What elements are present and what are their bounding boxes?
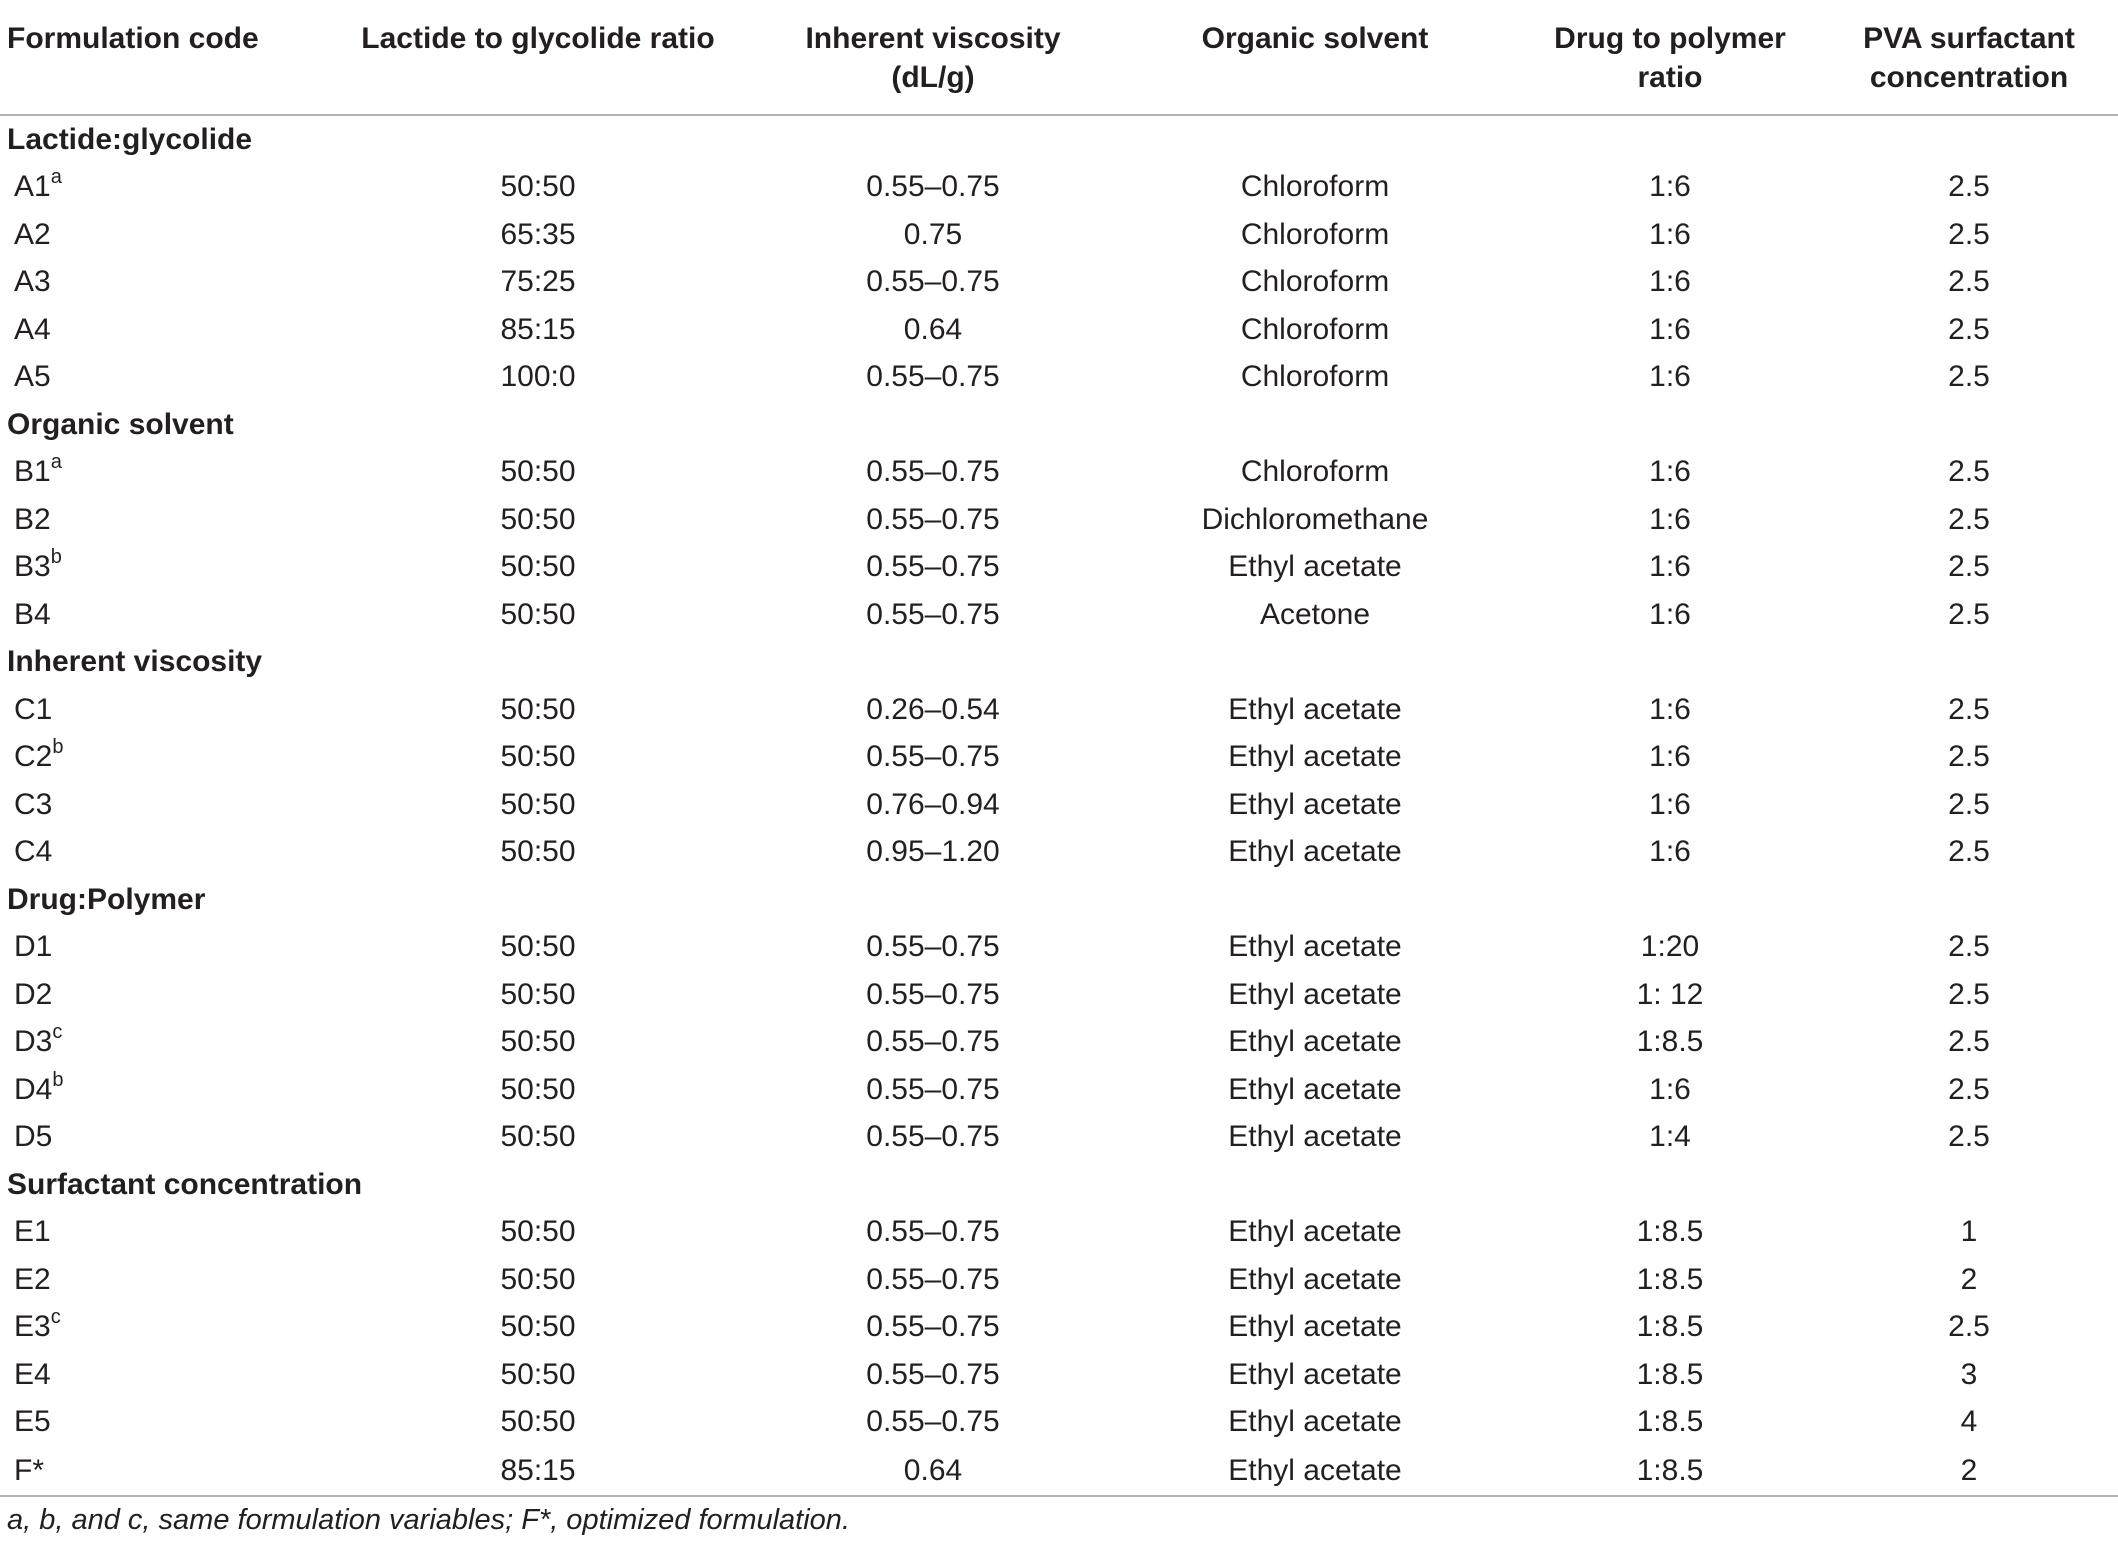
formulation-code-text: E5 <box>14 1405 51 1439</box>
cell-organic-solvent: Chloroform <box>1240 455 1390 489</box>
formulation-code-text: C3 <box>14 787 53 821</box>
cell-lactide-glycolide-ratio: 50:50 <box>500 1025 576 1059</box>
table-row <box>0 924 2118 972</box>
cell-formulation-code <box>0 544 320 592</box>
section-header-row <box>0 876 2118 924</box>
cell-formulation-code <box>0 829 320 877</box>
table-row <box>0 164 2118 212</box>
cell-organic-solvent: Chloroform <box>1240 217 1390 251</box>
cell-drug-polymer-ratio: 1:6 <box>1649 455 1691 489</box>
cell-lactide-glycolide-ratio: 50:50 <box>500 740 576 774</box>
formulation-code-text: D2 <box>14 977 53 1011</box>
header-formulation-code: Formulation code <box>0 0 320 115</box>
cell-drug-polymer-ratio: 1:6 <box>1649 597 1691 631</box>
cell-pva-concentration: 2.5 <box>1948 787 1990 821</box>
header-drug-polymer-ratio: Drug to polymer ratio <box>1520 0 1820 115</box>
cell-organic-solvent: Ethyl acetate <box>1228 977 1402 1011</box>
cell-drug-polymer-ratio: 1:6 <box>1649 692 1691 726</box>
table-row <box>0 544 2118 592</box>
formulation-code-text: B2 <box>14 502 51 536</box>
cell-pva-concentration: 2.5 <box>1948 692 1990 726</box>
cell-organic-solvent: Ethyl acetate <box>1228 550 1402 584</box>
cell-pva-concentration: 3 <box>1960 1357 1978 1391</box>
table-row <box>0 734 2118 782</box>
header-lactide-glycolide-ratio: Lactide to glycolide ratio <box>320 0 756 115</box>
cell-pva-concentration: 2.5 <box>1948 170 1990 204</box>
cell-lactide-glycolide-ratio: 50:50 <box>500 1072 576 1106</box>
table-row <box>0 354 2118 402</box>
cell-formulation-code <box>0 449 320 497</box>
cell-inherent-viscosity: 0.55–0.75 <box>866 360 1000 394</box>
cell-pva-concentration: 2.5 <box>1948 265 1990 299</box>
cell-drug-polymer-ratio: 1:20 <box>1640 930 1700 964</box>
cell-organic-solvent: Ethyl acetate <box>1228 692 1402 726</box>
cell-inherent-viscosity: 0.75 <box>903 217 963 251</box>
formulation-code-text: D3 <box>14 1025 53 1059</box>
cell-formulation-code <box>0 971 320 1019</box>
cell-lactide-glycolide-ratio: 50:50 <box>500 597 576 631</box>
formulation-code-text: D1 <box>14 930 53 964</box>
cell-inherent-viscosity: 0.76–0.94 <box>866 787 1000 821</box>
table-body <box>0 115 2118 1496</box>
table-row <box>0 1304 2118 1352</box>
cell-drug-polymer-ratio: 1:8.5 <box>1636 1215 1704 1249</box>
formulation-code-text: D5 <box>14 1120 53 1154</box>
formulation-code-text: E1 <box>14 1215 51 1249</box>
formulation-code-text: E3 <box>14 1310 51 1344</box>
cell-formulation-code <box>0 924 320 972</box>
cell-pva-concentration: 2.5 <box>1948 1025 1990 1059</box>
formulation-code-text: B3 <box>14 550 51 584</box>
cell-formulation-code <box>0 1066 320 1114</box>
cell-drug-polymer-ratio: 1:6 <box>1649 1072 1691 1106</box>
cell-lactide-glycolide-ratio: 50:50 <box>500 787 576 821</box>
cell-drug-polymer-ratio: 1:6 <box>1649 502 1691 536</box>
table-row <box>0 259 2118 307</box>
table-row <box>0 1066 2118 1114</box>
cell-pva-concentration: 2.5 <box>1948 1310 1990 1344</box>
formulation-code-text: A5 <box>14 360 51 394</box>
footnote-marker: c <box>52 1021 63 1044</box>
cell-inherent-viscosity: 0.55–0.75 <box>866 1072 1000 1106</box>
footnote-marker: b <box>50 546 62 569</box>
cell-organic-solvent: Ethyl acetate <box>1228 1310 1402 1344</box>
cell-formulation-code <box>0 1209 320 1257</box>
table-row <box>0 971 2118 1019</box>
cell-organic-solvent: Ethyl acetate <box>1228 1215 1402 1249</box>
cell-inherent-viscosity: 0.55–0.75 <box>866 455 1000 489</box>
cell-inherent-viscosity: 0.55–0.75 <box>866 170 1000 204</box>
section-header-row <box>0 401 2118 449</box>
cell-organic-solvent: Chloroform <box>1240 312 1390 346</box>
cell-inherent-viscosity: 0.55–0.75 <box>866 265 1000 299</box>
cell-drug-polymer-ratio: 1:8.5 <box>1636 1025 1704 1059</box>
cell-pva-concentration: 2.5 <box>1948 217 1990 251</box>
cell-formulation-code <box>0 1351 320 1399</box>
cell-inherent-viscosity: 0.55–0.75 <box>866 1120 1000 1154</box>
cell-pva-concentration: 2.5 <box>1948 930 1990 964</box>
cell-lactide-glycolide-ratio: 50:50 <box>500 1120 576 1154</box>
cell-drug-polymer-ratio: 1:8.5 <box>1636 1357 1704 1391</box>
table-row <box>0 1446 2118 1496</box>
header-pva-concentration: PVA surfactant concentration <box>1820 0 2118 115</box>
cell-pva-concentration: 2.5 <box>1948 1120 1990 1154</box>
cell-drug-polymer-ratio: 1:6 <box>1649 170 1691 204</box>
cell-drug-polymer-ratio: 1:6 <box>1649 787 1691 821</box>
cell-inherent-viscosity: 0.55–0.75 <box>866 740 1000 774</box>
formulation-code-text: B1 <box>14 455 51 489</box>
cell-drug-polymer-ratio: 1:6 <box>1649 217 1691 251</box>
cell-inherent-viscosity: 0.55–0.75 <box>866 1025 1000 1059</box>
cell-inherent-viscosity: 0.64 <box>756 1446 1110 1496</box>
cell-organic-solvent: Ethyl acetate <box>1110 1446 1520 1496</box>
formulation-code-text: D4 <box>14 1072 53 1106</box>
cell-formulation-code <box>0 686 320 734</box>
cell-inherent-viscosity: 0.26–0.54 <box>866 692 1000 726</box>
table-row <box>0 496 2118 544</box>
cell-drug-polymer-ratio: 1:8.5 <box>1636 1310 1704 1344</box>
table-row <box>0 1351 2118 1399</box>
cell-organic-solvent: Dichloromethane <box>1201 502 1429 536</box>
cell-drug-polymer-ratio: 1:6 <box>1649 265 1691 299</box>
cell-drug-polymer-ratio: 1:8.5 <box>1636 1405 1704 1439</box>
cell-lactide-glycolide-ratio: 50:50 <box>500 1310 576 1344</box>
cell-formulation-code <box>0 781 320 829</box>
formulation-code-text: F* <box>14 1453 44 1487</box>
cell-formulation-code <box>0 1399 320 1447</box>
cell-inherent-viscosity: 0.55–0.75 <box>866 977 1000 1011</box>
cell-drug-polymer-ratio: 1:6 <box>1649 550 1691 584</box>
formulation-code-text: A1 <box>14 170 51 204</box>
cell-inherent-viscosity: 0.55–0.75 <box>866 1310 1000 1344</box>
formulation-code-text: A2 <box>14 217 51 251</box>
section-title: Inherent viscosity <box>7 645 263 679</box>
cell-lactide-glycolide-ratio: 65:35 <box>500 217 576 251</box>
section-header-row <box>0 639 2118 687</box>
section-title: Organic solvent <box>7 407 234 441</box>
table-row <box>0 686 2118 734</box>
footnote-marker: b <box>52 736 64 759</box>
cell-inherent-viscosity: 0.55–0.75 <box>866 930 1000 964</box>
cell-drug-polymer-ratio: 1:8.5 <box>1636 1262 1704 1296</box>
cell-inherent-viscosity: 0.55–0.75 <box>866 1357 1000 1391</box>
cell-formulation-code <box>0 1114 320 1162</box>
cell-lactide-glycolide-ratio: 50:50 <box>500 1357 576 1391</box>
cell-pva-concentration: 4 <box>1960 1405 1978 1439</box>
cell-inherent-viscosity: 0.55–0.75 <box>866 1262 1000 1296</box>
table-row <box>0 829 2118 877</box>
cell-formulation-code <box>0 1446 320 1496</box>
cell-lactide-glycolide-ratio: 100:0 <box>500 360 576 394</box>
cell-inherent-viscosity: 0.95–1.20 <box>866 835 1000 869</box>
cell-lactide-glycolide-ratio: 75:25 <box>500 265 576 299</box>
cell-lactide-glycolide-ratio: 50:50 <box>500 930 576 964</box>
cell-formulation-code <box>0 591 320 639</box>
cell-formulation-code <box>0 734 320 782</box>
cell-organic-solvent: Ethyl acetate <box>1228 740 1402 774</box>
formulation-code-text: E2 <box>14 1262 51 1296</box>
footnote-marker: a <box>50 166 62 189</box>
cell-formulation-code <box>0 354 320 402</box>
cell-lactide-glycolide-ratio: 50:50 <box>500 977 576 1011</box>
cell-inherent-viscosity: 0.55–0.75 <box>866 1405 1000 1439</box>
cell-drug-polymer-ratio: 1:6 <box>1649 312 1691 346</box>
cell-organic-solvent: Ethyl acetate <box>1228 1025 1402 1059</box>
cell-pva-concentration: 1 <box>1960 1215 1978 1249</box>
cell-lactide-glycolide-ratio: 50:50 <box>500 502 576 536</box>
cell-inherent-viscosity: 0.55–0.75 <box>866 597 1000 631</box>
cell-pva-concentration: 2.5 <box>1948 502 1990 536</box>
cell-organic-solvent: Ethyl acetate <box>1228 787 1402 821</box>
cell-drug-polymer-ratio: 1: 12 <box>1636 977 1704 1011</box>
cell-formulation-code <box>0 211 320 259</box>
cell-pva-concentration: 2.5 <box>1948 312 1990 346</box>
cell-lactide-glycolide-ratio: 50:50 <box>500 455 576 489</box>
cell-organic-solvent: Ethyl acetate <box>1228 1262 1402 1296</box>
cell-organic-solvent: Ethyl acetate <box>1228 1072 1402 1106</box>
cell-formulation-code <box>0 1256 320 1304</box>
table-row <box>0 591 2118 639</box>
table-header-row <box>0 0 2118 115</box>
cell-pva-concentration: 2 <box>1820 1446 2118 1496</box>
cell-inherent-viscosity: 0.55–0.75 <box>866 550 1000 584</box>
cell-pva-concentration: 2.5 <box>1948 550 1990 584</box>
cell-organic-solvent: Chloroform <box>1240 360 1390 394</box>
cell-lactide-glycolide-ratio: 85:15 <box>320 1446 756 1496</box>
cell-lactide-glycolide-ratio: 50:50 <box>500 835 576 869</box>
cell-drug-polymer-ratio: 1:6 <box>1649 835 1691 869</box>
table-row <box>0 1019 2118 1067</box>
cell-lactide-glycolide-ratio: 50:50 <box>500 170 576 204</box>
cell-drug-polymer-ratio: 1:8.5 <box>1520 1446 1820 1496</box>
cell-lactide-glycolide-ratio: 50:50 <box>500 1215 576 1249</box>
footnote-marker: c <box>50 1306 61 1329</box>
header-inherent-viscosity: Inherent viscosity (dL/g) <box>756 0 1110 115</box>
section-header-row <box>0 115 2118 164</box>
cell-organic-solvent: Chloroform <box>1240 170 1390 204</box>
cell-pva-concentration: 2 <box>1960 1262 1978 1296</box>
formulation-code-text: C2 <box>14 740 53 774</box>
cell-organic-solvent: Ethyl acetate <box>1228 835 1402 869</box>
cell-organic-solvent: Chloroform <box>1240 265 1390 299</box>
cell-drug-polymer-ratio: 1:6 <box>1649 360 1691 394</box>
cell-formulation-code <box>0 306 320 354</box>
cell-drug-polymer-ratio: 1:4 <box>1649 1120 1691 1154</box>
cell-pva-concentration: 2.5 <box>1948 835 1990 869</box>
cell-pva-concentration: 2.5 <box>1948 977 1990 1011</box>
cell-pva-concentration: 2.5 <box>1948 1072 1990 1106</box>
formulation-code-text: C1 <box>14 692 53 726</box>
section-header-row <box>0 1161 2118 1209</box>
cell-organic-solvent: Ethyl acetate <box>1228 1357 1402 1391</box>
cell-formulation-code <box>0 1019 320 1067</box>
footnote-marker: a <box>50 451 62 474</box>
cell-organic-solvent: Acetone <box>1259 597 1371 631</box>
table-row <box>0 1399 2118 1447</box>
cell-formulation-code <box>0 1304 320 1352</box>
cell-lactide-glycolide-ratio: 50:50 <box>500 1405 576 1439</box>
cell-pva-concentration: 2.5 <box>1948 455 1990 489</box>
cell-pva-concentration: 2.5 <box>1948 597 1990 631</box>
cell-lactide-glycolide-ratio: 85:15 <box>500 312 576 346</box>
section-title: Surfactant concentration <box>7 1167 363 1201</box>
table-row <box>0 1209 2118 1257</box>
cell-drug-polymer-ratio: 1:6 <box>1649 740 1691 774</box>
footnote-marker: b <box>52 1068 64 1091</box>
cell-lactide-glycolide-ratio: 50:50 <box>500 1262 576 1296</box>
cell-organic-solvent: Ethyl acetate <box>1228 1405 1402 1439</box>
cell-inherent-viscosity: 0.55–0.75 <box>866 502 1000 536</box>
cell-lactide-glycolide-ratio: 50:50 <box>500 550 576 584</box>
cell-pva-concentration: 2.5 <box>1948 360 1990 394</box>
formulation-code-text: C4 <box>14 835 53 869</box>
formulation-code-text: A3 <box>14 265 51 299</box>
formulation-code-text: B4 <box>14 597 51 631</box>
cell-formulation-code <box>0 164 320 212</box>
cell-formulation-code <box>0 259 320 307</box>
cell-inherent-viscosity: 0.55–0.75 <box>866 1215 1000 1249</box>
table-row <box>0 1256 2118 1304</box>
cell-formulation-code <box>0 496 320 544</box>
formulation-code-text: E4 <box>14 1357 51 1391</box>
table-row <box>0 1114 2118 1162</box>
cell-pva-concentration: 2.5 <box>1948 740 1990 774</box>
cell-lactide-glycolide-ratio: 50:50 <box>500 692 576 726</box>
table-row <box>0 211 2118 259</box>
table-row <box>0 306 2118 354</box>
section-title: Drug:Polymer <box>7 882 206 916</box>
cell-organic-solvent: Ethyl acetate <box>1228 1120 1402 1154</box>
table-row <box>0 781 2118 829</box>
section-title: Lactide:glycolide <box>7 122 253 156</box>
cell-inherent-viscosity: 0.64 <box>903 312 963 346</box>
table-footnote: a, b, and c, same formulation variables; F*, optimized formulation. <box>7 1504 850 1536</box>
table-row <box>0 449 2118 497</box>
header-organic-solvent: Organic solvent <box>1110 0 1520 115</box>
formulation-code-text: A4 <box>14 312 51 346</box>
cell-organic-solvent: Ethyl acetate <box>1228 930 1402 964</box>
